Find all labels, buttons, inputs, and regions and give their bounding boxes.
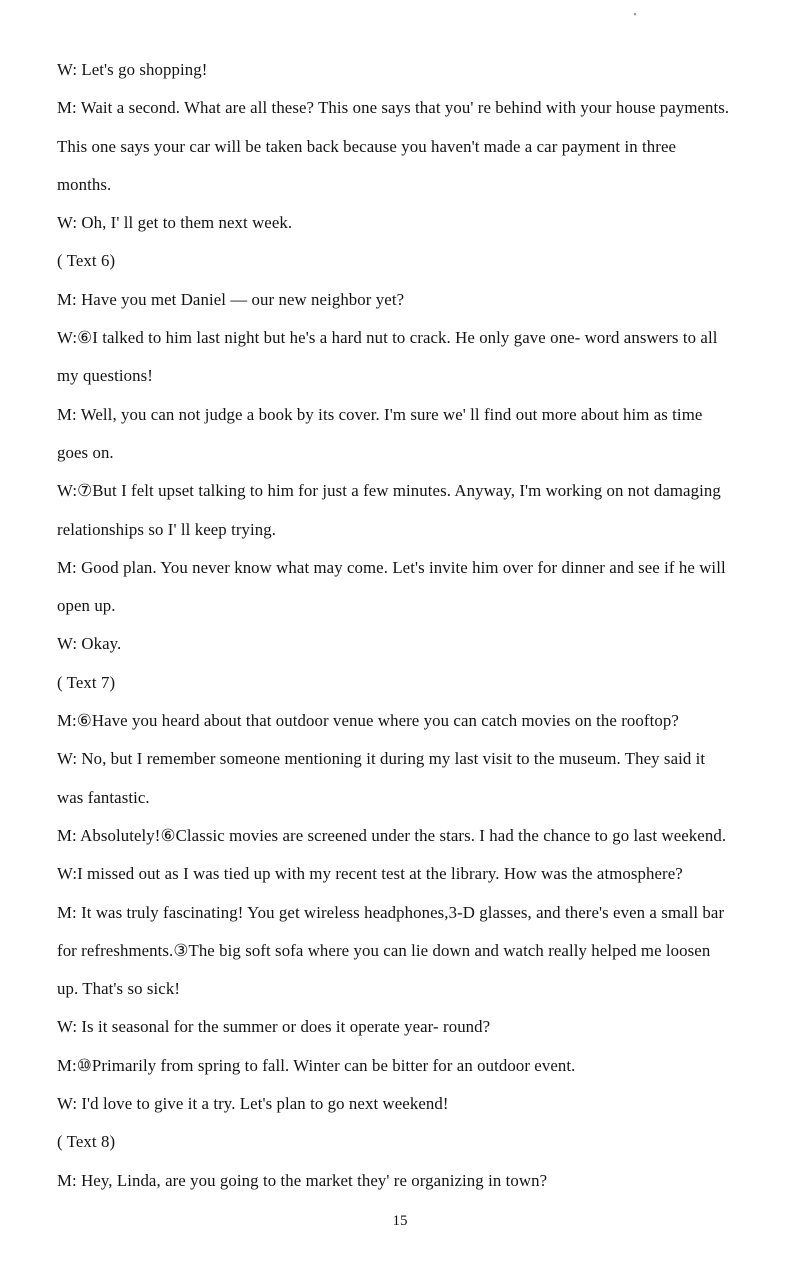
transcript-line: W:⑦But I felt upset talking to him for just a few minutes. Anyway, I'm working on not damaging — [57, 481, 721, 501]
transcript-line: M:⑩Primarily from spring to fall. Winter can be bitter for an outdoor event. — [57, 1055, 576, 1075]
transcript-line: W: No, but I remember someone mentioning it during my last visit to the museum. They said it — [57, 749, 706, 769]
transcript-line: W: Okay. — [57, 634, 122, 654]
transcript-line: was fantastic. — [57, 787, 150, 807]
transcript-line: M: Absolutely!⑥Classic movies are screened under the stars. I had the chance to go last weekend. — [57, 825, 727, 845]
transcript-line: M: It was truly fascinating! You get wireless headphones,3-D glasses, and there's even a small bar — [57, 902, 725, 922]
transcript-line: months. — [57, 174, 112, 194]
transcript-line: M:⑥Have you heard about that outdoor venue where you can catch movies on the rooftop? — [57, 711, 679, 731]
transcript-line: relationships so I' ll keep trying. — [57, 519, 277, 539]
page-footer — [0, 1207, 800, 1235]
transcript-line: W: Is it seasonal for the summer or does it operate year- round? — [57, 1017, 491, 1037]
transcript-line: W:⑥I talked to him last night but he's a hard nut to crack. He only gave one- word answers to all — [57, 328, 718, 348]
transcript-line: M: Hey, Linda, are you going to the market they' re organizing in town? — [57, 1170, 548, 1190]
transcript-line: ( Text 7) — [57, 672, 116, 692]
transcript-line: M: Good plan. You never know what may come. Let's invite him over for dinner and see if he will — [57, 557, 726, 577]
page-number: 15 — [392, 1213, 408, 1229]
transcript-line: M: Well, you can not judge a book by its cover. I'm sure we' ll find out more about him as time — [57, 404, 703, 424]
transcript-line: W: I'd love to give it a try. Let's plan to go next weekend! — [57, 1094, 449, 1114]
transcript-line: W:I missed out as I was tied up with my recent test at the library. How was the atmosphere? — [57, 864, 683, 884]
transcript-line: W: Let's go shopping! — [57, 60, 208, 79]
transcript-line: open up. — [57, 596, 116, 616]
transcript-line: ( Text 8) — [57, 1132, 116, 1152]
transcript-line: for refreshments.③The big soft sofa where you can lie down and watch really helped me loosen — [57, 940, 711, 960]
stray-speck-mark: ▪ — [633, 9, 637, 19]
transcript-line: goes on. — [57, 442, 114, 462]
transcript-line: M: Have you met Daniel — our new neighbor yet? — [57, 289, 405, 309]
transcript-line: W: Oh, I' ll get to them next week. — [57, 213, 293, 233]
transcript-line: ( Text 6) — [57, 251, 116, 271]
transcript-line: my questions! — [57, 366, 153, 386]
transcript-line: This one says your car will be taken back because you haven't made a car payment in three — [57, 136, 677, 156]
transcript-lines — [57, 51, 747, 1200]
transcript-line: M: Wait a second. What are all these? This one says that you' re behind with your house payments. — [57, 98, 730, 118]
transcript-line: up. That's so sick! — [57, 979, 181, 999]
